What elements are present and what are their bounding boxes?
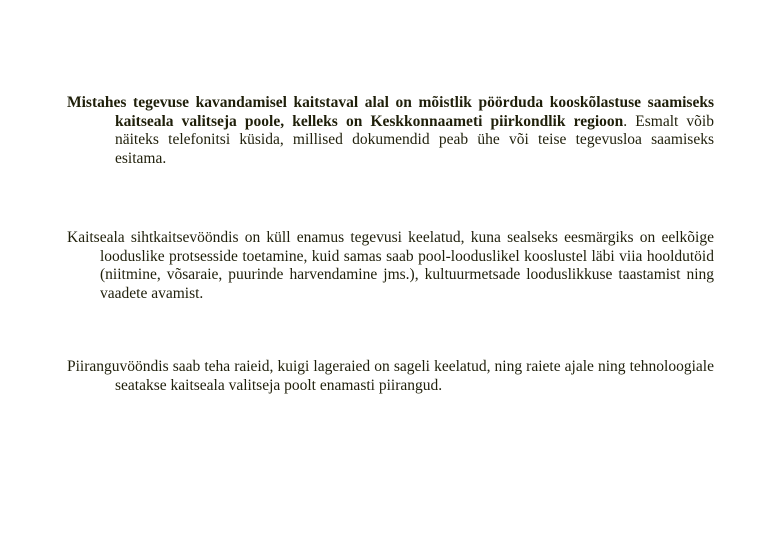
paragraph-limited-zone: Piiranguvööndis saab teha raieid, kuigi lageraied on sageli keelatud, ning raiete ajale ning tehnoloogiale seatakse kaitseala valitseja poolt enamasti piirangud. bbox=[67, 358, 714, 394]
paragraph-consultation-rest: . Esmalt võib näiteks telefonitsi küsida, millised dokumendid peab ühe või teise tegevusloa saamiseks esitama. bbox=[115, 112, 714, 167]
paragraph-consultation-bold: Mistahes tegevuse kavandamisel kaitstaval alal on mõistlik pöörduda kooskõlastuse saamiseks kaitseala valitseja poole, kelleks on Keskkonnaameti piirkondlik regioon bbox=[67, 94, 714, 130]
paragraph-strict-zone: Kaitseala sihtkaitsevööndis on küll enamus tegevusi keelatud, kuna sealseks eesmärgiks on eelkõige looduslike protsesside toetamine, kuid samas saab pool-looduslikel kooslustel läbi viia hooldutöid (niitmine, võsaraie, puurinde harvendamine jms.), kultuurmetsade looduslikkuse taastamist ning vaadete avamist. bbox=[67, 229, 714, 302]
paragraph-consultation bbox=[67, 94, 714, 168]
